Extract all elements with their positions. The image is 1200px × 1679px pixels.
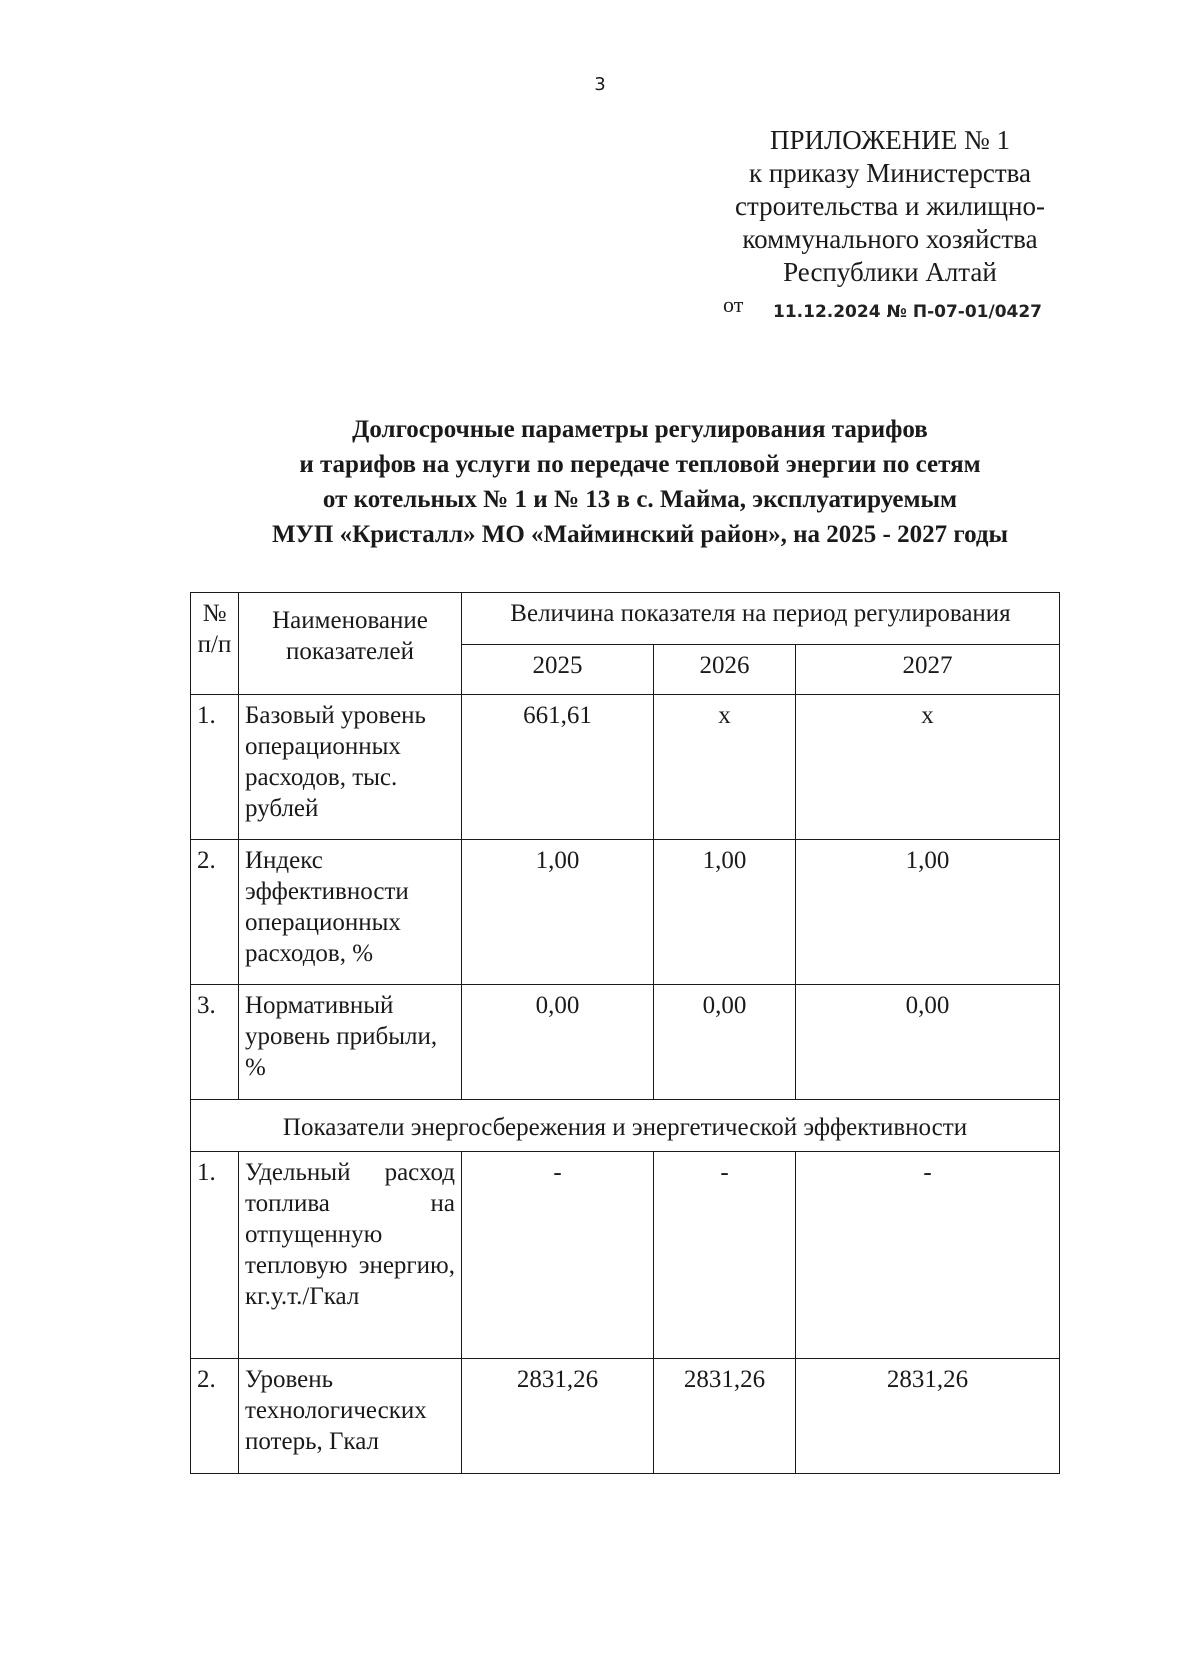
row-num: 3.: [191, 985, 239, 1100]
row-name: Удельный расход топлива на отпущенную тепловую энергию, кг.у.т./Гкал: [239, 1152, 462, 1359]
row-value-2027: х: [796, 695, 1060, 840]
parameters-table: [190, 592, 1060, 1474]
table-row: [191, 985, 1060, 1100]
header-year: 2025: [462, 645, 654, 695]
appendix-line: строительства и жилищно-: [735, 191, 1045, 221]
table-header-row: [191, 593, 1060, 645]
header-period: Величина показателя на период регулирования: [462, 593, 1060, 645]
row-num: 1.: [191, 1152, 239, 1359]
row-name: Индекс эффективности операционных расходов, %: [239, 840, 462, 985]
header-year: 2026: [654, 645, 796, 695]
title-line: и тарифов на услуги по передаче тепловой энергии по сетям: [299, 451, 981, 478]
header-num: № п/п: [191, 593, 239, 695]
row-value-2026: -: [654, 1152, 796, 1359]
order-prefix: от: [723, 292, 744, 317]
appendix-block: [700, 124, 1080, 289]
row-value-2025: -: [462, 1152, 654, 1359]
row-num: 2.: [191, 1359, 239, 1474]
appendix-line: Республики Алтай: [783, 257, 997, 287]
table-row: [191, 695, 1060, 840]
title-line: МУП «Кристалл» МО «Майминский район», на 2025 - 2027 годы: [271, 521, 1009, 548]
appendix-title: ПРИЛОЖЕНИЕ № 1: [769, 125, 1011, 155]
order-number-stamp: 11.12.2024 № П-07-01/0427: [773, 302, 1043, 322]
header-year: 2027: [796, 645, 1060, 695]
table-row: [191, 1359, 1060, 1474]
section-heading-row: [191, 1100, 1060, 1152]
row-name: Нормативный уровень прибыли, %: [239, 985, 462, 1100]
row-value-2027: 2831,26: [796, 1359, 1060, 1474]
title-line: Долгосрочные параметры регулирования тарифов: [352, 416, 928, 443]
row-value-2025: 1,00: [462, 840, 654, 985]
document-title: [0, 412, 1200, 552]
row-num: 1.: [191, 695, 239, 840]
row-value-2026: 0,00: [654, 985, 796, 1100]
row-value-2026: х: [654, 695, 796, 840]
row-value-2025: 2831,26: [462, 1359, 654, 1474]
row-num: 2.: [191, 840, 239, 985]
row-value-2027: 0,00: [796, 985, 1060, 1100]
row-value-2027: -: [796, 1152, 1060, 1359]
appendix-line: коммунального хозяйства: [742, 224, 1038, 254]
row-value-2026: 2831,26: [654, 1359, 796, 1474]
header-name: Наименование показателей: [239, 593, 462, 695]
page-number: 3: [594, 74, 606, 95]
row-value-2027: 1,00: [796, 840, 1060, 985]
row-value-2026: 1,00: [654, 840, 796, 985]
appendix-line: к приказу Министерства: [748, 158, 1032, 188]
title-line: от котельных № 1 и № 13 в с. Майма, эксплуатируемым: [322, 486, 958, 513]
row-value-2025: 661,61: [462, 695, 654, 840]
section-heading: Показатели энергосбережения и энергетической эффективности: [191, 1100, 1060, 1152]
table-row: [191, 840, 1060, 985]
table-row: [191, 1152, 1060, 1359]
row-value-2025: 0,00: [462, 985, 654, 1100]
row-name: Уровень технологических потерь, Гкал: [239, 1359, 462, 1474]
row-name: Базовый уровень операционных расходов, тыс. рублей: [239, 695, 462, 840]
